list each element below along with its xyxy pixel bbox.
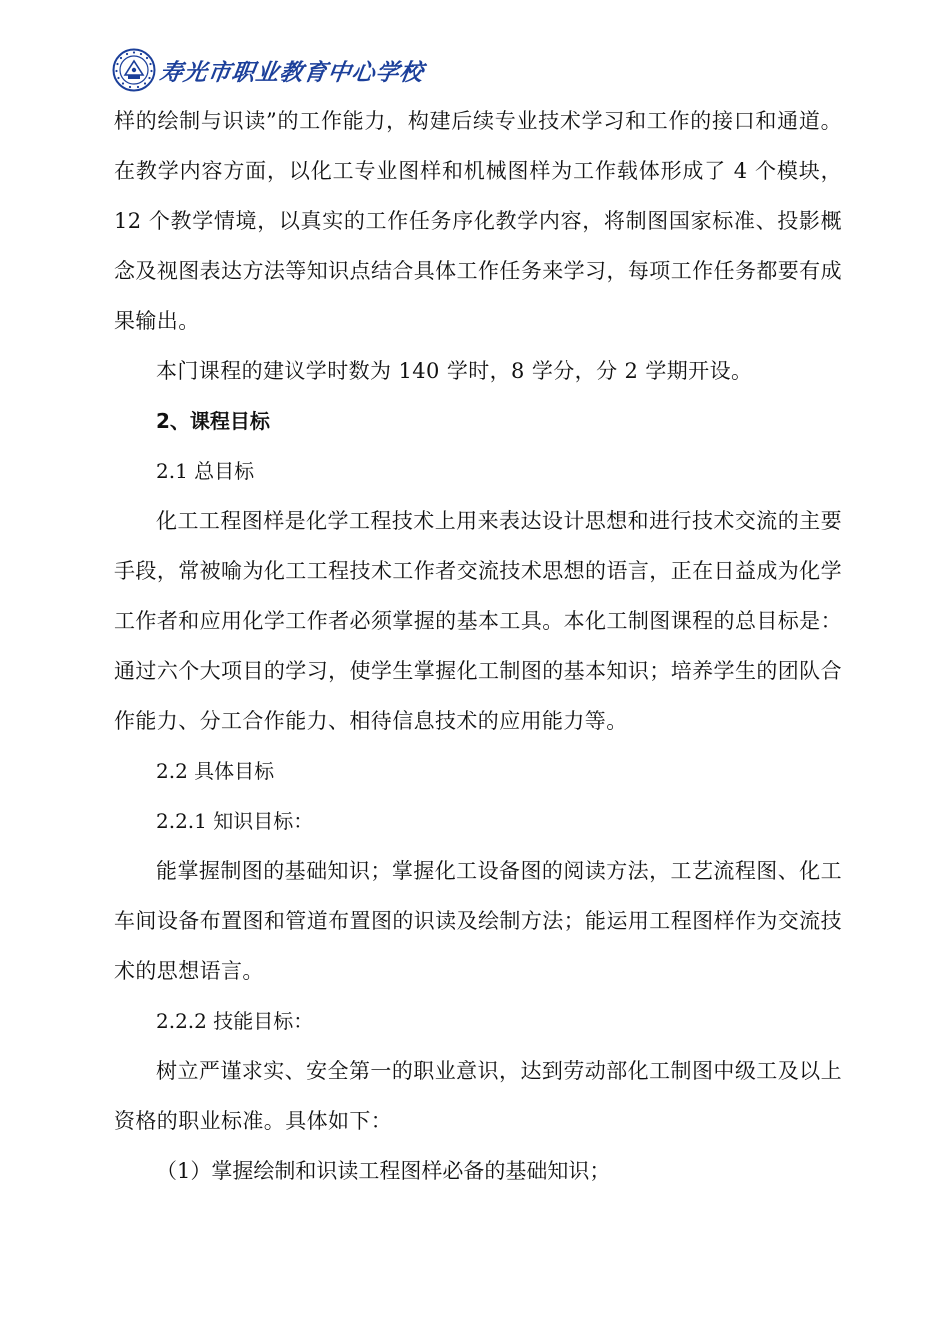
subheading-knowledge-objective: 2.2.1 知识目标：	[156, 809, 314, 833]
subheading-skill-objective: 2.2.2 技能目标：	[156, 1009, 314, 1033]
paragraph-skill-objective: 树立严谨求实、安全第一的职业意识，达到劳动部化工制图中级工及以上资格的职业标准。具体如下：	[114, 1059, 842, 1133]
list-item: （1）掌握绘制和识读工程图样必备的基础知识；	[156, 1159, 611, 1183]
paragraph-knowledge-objective: 能掌握制图的基础知识；掌握化工设备图的阅读方法，工艺流程图、化工车间设备布置图和管道布置图的识读及绘制方法；能运用工程图样作为交流技术的思想语言。	[114, 859, 842, 983]
paragraph-overall-objective: 化工工程图样是化学工程技术上用来表达设计思想和进行技术交流的主要手段，常被喻为化工工程技术工作者交流技术思想的语言，正在日益成为化学工作者和应用化学工作者必须掌握的基本工具。本化工制图课程的总目标是：通过六个大项目的学习，使学生掌握化工制图的基本知识；培养学生的团队合作能力、分工合作能力、相待信息技术的应用能力等。	[114, 509, 842, 733]
paragraph-course-hours: 本门课程的建议学时数为 140 学时，8 学分，分 2 学期开设。	[156, 359, 753, 383]
heading-course-objectives: 2、课程目标	[156, 409, 270, 433]
document-body	[114, 96, 842, 1196]
page-header	[112, 48, 424, 92]
school-seal-logo	[112, 48, 156, 92]
subheading-overall-objective: 2.1 总目标	[156, 459, 255, 483]
school-name-logo-text: 寿光市职业教育中心学校	[157, 59, 426, 86]
paragraph-course-intro-continued: 样的绘制与识读”的工作能力，构建后续专业技术学习和工作的接口和通道。在教学内容方面，以化工专业图样和机械图样为工作载体形成了 4 个模块，12 个教学情境，以真实的工作任务序化教学内容，将制图国家标准、投影概念及视图表达方法等知识点结合具体工作任务来学习，每项工作任务都要有成果输出。	[114, 109, 842, 333]
subheading-specific-objectives: 2.2 具体目标	[156, 759, 275, 783]
